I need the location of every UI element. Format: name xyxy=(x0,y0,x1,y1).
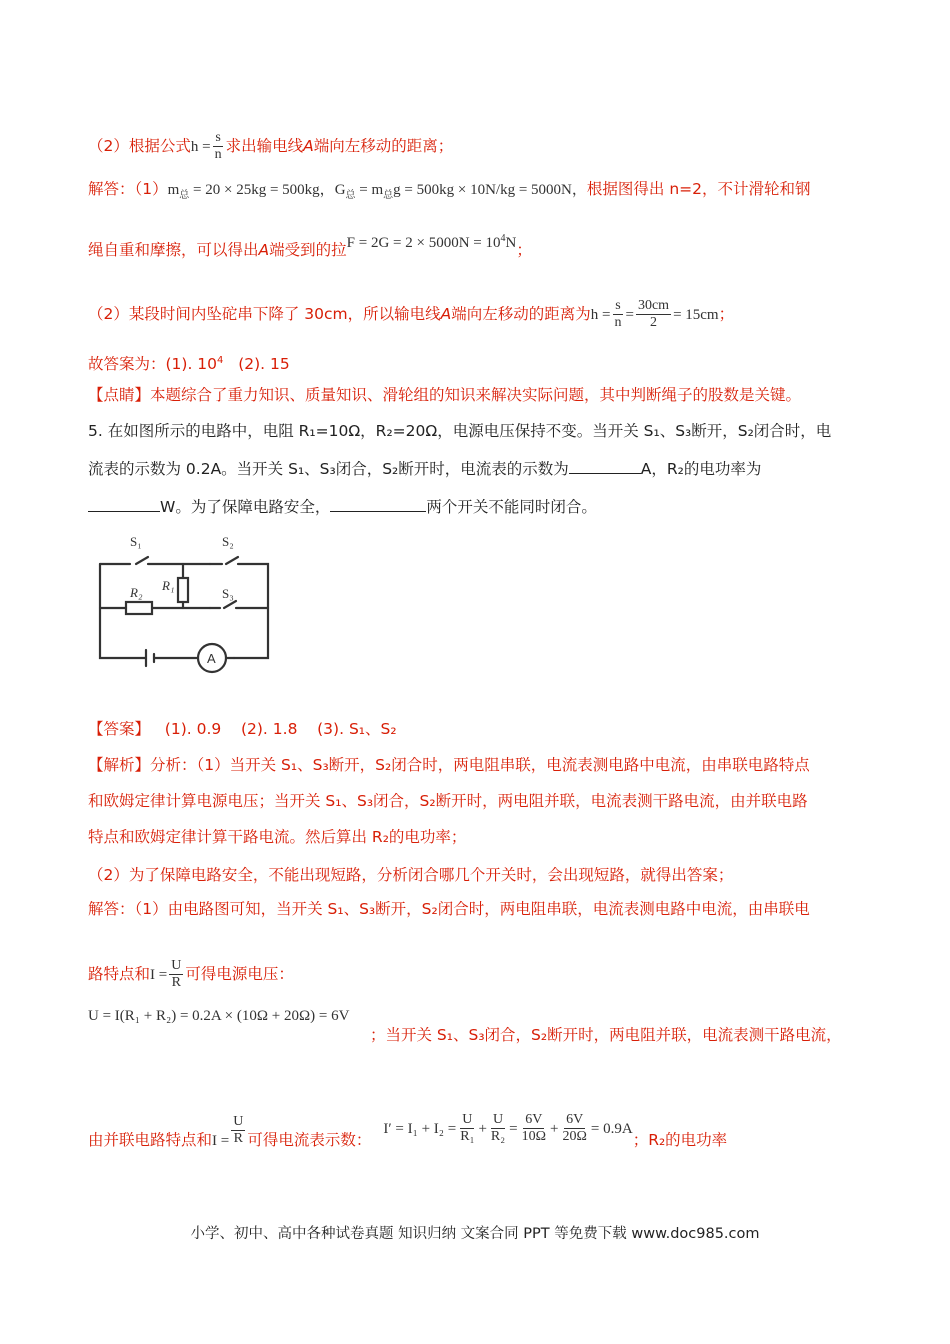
key-point-line: 【点睛】本题综合了重力知识、质量知识、滑轮组的知识来解决实际问题，其中判断绳子的股数是关键。 xyxy=(88,386,802,404)
answer-blank-1 xyxy=(569,459,641,474)
analysis-line-5: 解答：（1）由电路图可知，当开关 S₁、S₃断开，S₂闭合时，两电阻串联，电流表测电路中电流，由串联电 xyxy=(88,900,810,918)
answer-blank-3 xyxy=(330,497,426,512)
analysis-line-8: 由并联电路特点和I = $\frac{U}{R}$ 可得电流表示数：I′ = I₁ + I₂ = $\frac{U}{\text{R₁}}$ + $\frac{U}{\text{R₂}}$ = $\frac{6V}{10\Omega}$ + $\frac{6V}{20\Omega}$ = 0.9A；R₂的电功率 xyxy=(88,1112,728,1149)
analysis-line-6: 路特点和I = $\frac{U}{R}$ 可得电源电压： xyxy=(88,958,294,990)
fraction-s-over-n: $\frac{s}{n}$ xyxy=(214,130,222,162)
switch-s1-label: S₁ xyxy=(130,534,142,549)
analysis-line-4: （2）为了保障电路安全，不能出现短路，分析闭合哪几个开关时，会出现短路，就得出答案； xyxy=(88,866,734,884)
formula-h: h = xyxy=(190,139,211,155)
switch-s2-label: S₂ xyxy=(222,534,234,549)
switch-s3-label: S₃ xyxy=(222,586,234,601)
resistor-r1-label: R₁ xyxy=(162,578,175,593)
analysis-line-3: 特点和欧姆定律计算干路电流。然后算出 R₂的电功率； xyxy=(88,828,467,846)
answer-step-1: 解答：$(1)m_总 = 20 \times 25kg = 500kg$，$G_总 = m_总g = 500kg \times 10N/kg = 5000N$，根据图得出 n=2，不计滑轮和钢 xyxy=(88,180,811,201)
question-5-line-1: 5. 在如图所示的电路中，电阻 R₁=10Ω，R₂=20Ω，电源电压保持不变。当开关 S₁、S₃断开，S₂闭合时，电 xyxy=(88,422,832,440)
analysis-line-7-equation: U = I(R₁ + R₂) = 0.2A × (10Ω + 20Ω) = 6V xyxy=(88,1008,350,1024)
analysis-line-7-tail: ；当开关 S₁、S₃闭合，S₂断开时，两电阻并联，电流表测干路电流， xyxy=(370,1026,842,1044)
resistor-r2-label: R₂ xyxy=(130,585,143,600)
answer-blank-2 xyxy=(88,497,160,512)
page-footer: 小学、初中、高中各种试卷真题 知识归纳 文案合同 PPT 等免费下载 www.doc985.com xyxy=(190,1226,760,1242)
final-answer-line: 故答案为：(1). $10^4$ (2). 15 xyxy=(88,355,290,374)
analysis-line-1: 【解析】分析：（1）当开关 S₁、S₃断开，S₂闭合时，两电阻串联，电流表测电路中电流，由串联电路特点 xyxy=(88,756,810,774)
ammeter-label: A xyxy=(207,651,216,666)
question-5-line-2: 流表的示数为 0.2A。当开关 S₁、S₃闭合，S₂断开时，电流表的示数为 A，R₂的电功率为 xyxy=(88,460,762,478)
circuit-diagram xyxy=(90,524,280,674)
analysis-line-2: 和欧姆定律计算电源电压；当开关 S₁、S₃闭合，S₂断开时，两电阻并联，电流表测干路电流，由并联电路 xyxy=(88,792,808,810)
answer-step-2: （2）某段时间内坠砣串下降了 30cm，所以输电线A端向左移动的距离为h = $\frac{s}{n}$ = $\frac{30cm}{2}$ = 15cm； xyxy=(88,298,735,330)
question-5-line-3: W。为了保障电路安全， 两个开关不能同时闭合。 xyxy=(88,496,597,518)
answer-line: 【答案】 (1). 0.9 (2). 1.8 (3). S₁、S₂ xyxy=(88,720,397,738)
solution-step-2-formula: （2）根据公式h = $\frac{s}{n}$ 求出输电线A端向左移动的距离； xyxy=(88,130,454,162)
answer-step-1-cont: 绳自重和摩擦，可以得出A端受到的拉$F = 2G = 2 \times 5000N = 10^4N$； xyxy=(88,233,532,259)
